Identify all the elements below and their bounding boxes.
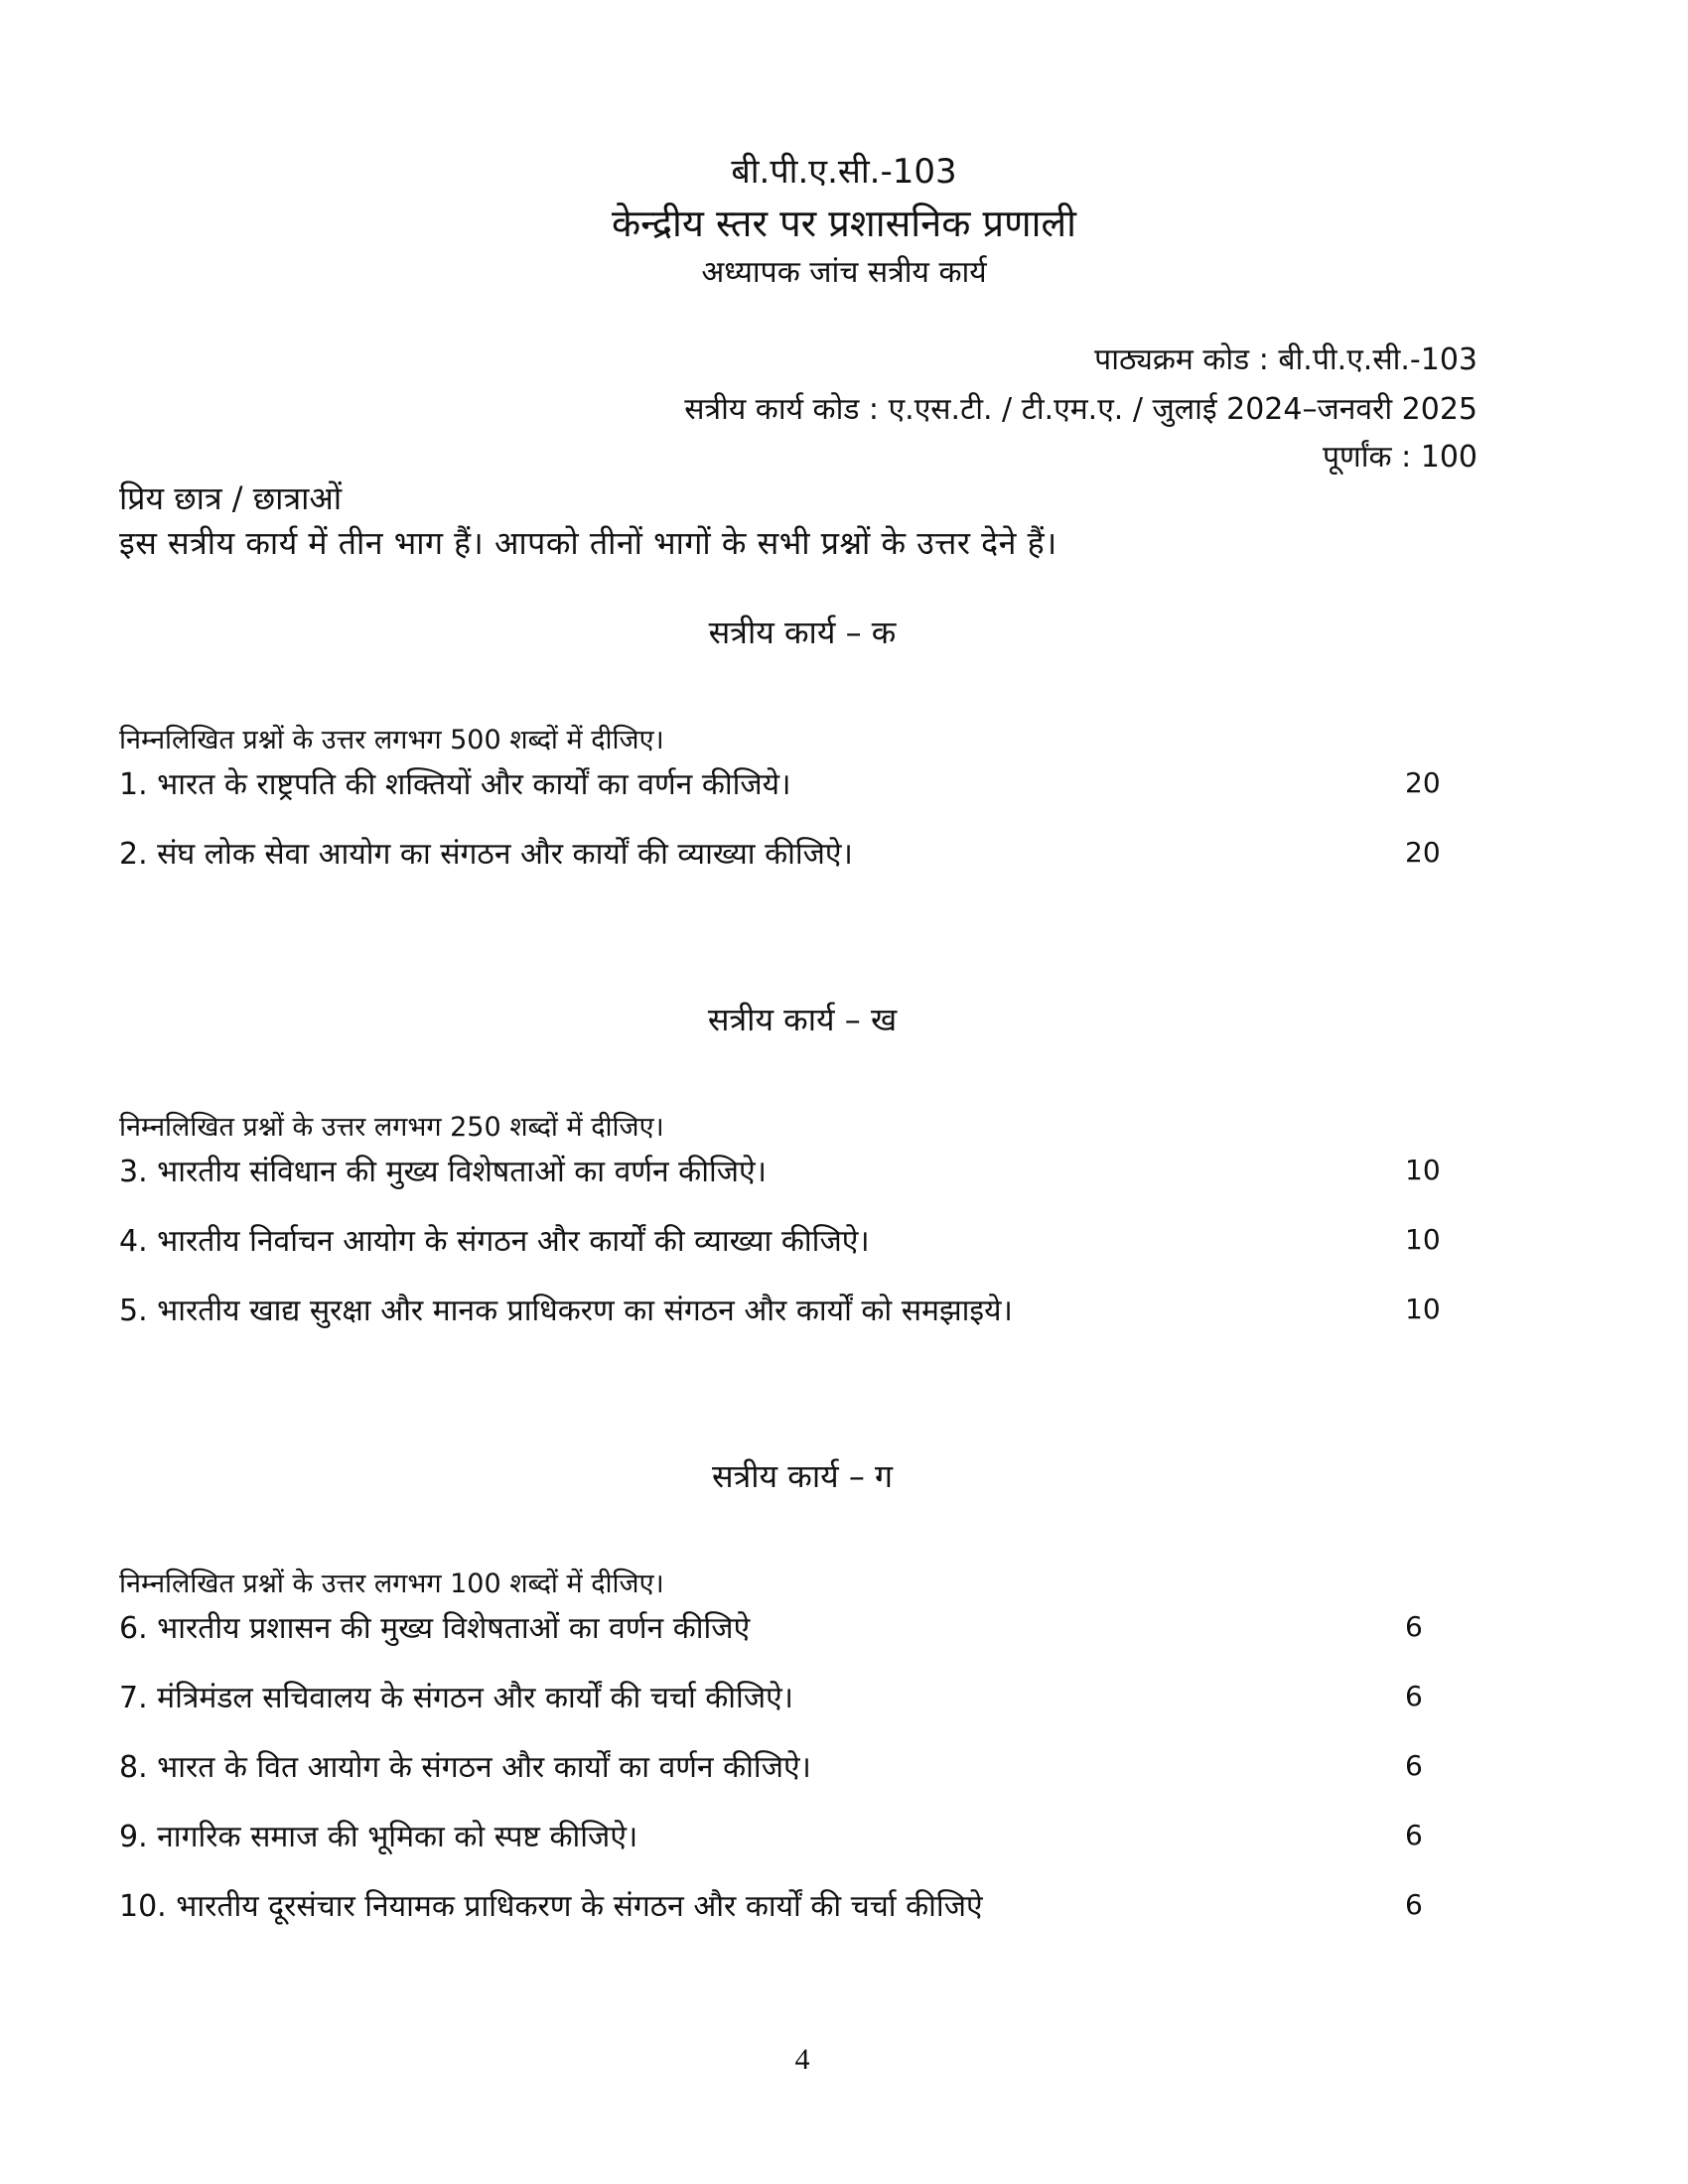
question-text: 9. नागरिक समाज की भूमिका को स्पष्ट कीजिऐ। <box>119 1820 638 1854</box>
course-title: केन्द्रीय स्तर पर प्रशासनिक प्रणाली <box>611 202 1077 245</box>
question-row <box>119 832 1441 882</box>
question-row <box>119 1676 1430 1725</box>
question-marks: 6 <box>1405 1749 1423 1782</box>
question-marks: 6 <box>1405 1610 1423 1643</box>
question-text: 4. भारतीय निर्वाचन आयोग के संगठन और कार्यों की व्याख्या कीजिऐ। <box>119 1224 870 1259</box>
section-title-a: सत्रीय कार्य – क <box>708 614 897 651</box>
question-text: 5. भारतीय खाद्य सुरक्षा और मानक प्राधिकरण का संगठन और कार्यों को समझाइये। <box>119 1294 1013 1328</box>
question-row <box>119 1150 1441 1199</box>
question-text: 7. मंत्रिमंडल सचिवालय के संगठन और कार्यों की चर्चा कीजिऐ। <box>119 1681 794 1715</box>
question-text: 2. संघ लोक सेवा आयोग का संगठन और कार्यों की व्याख्या कीजिऐ। <box>119 837 853 872</box>
section-instruction-b: निम्नलिखित प्रश्नों के उत्तर लगभग 250 शब्दों में दीजिए। <box>119 1112 664 1143</box>
question-row <box>119 1745 1430 1795</box>
max-marks-line: पूर्णांक : 100 <box>1323 440 1477 475</box>
question-text: 8. भारत के वित आयोग के संगठन और कार्यों का वर्णन कीजिऐ। <box>119 1750 811 1785</box>
question-marks: 20 <box>1405 766 1441 799</box>
question-text: 6. भारतीय प्रशासन की मुख्य विशेषताओं का वर्णन कीजिऐ <box>119 1611 751 1646</box>
course-code-line: पाठ्यक्रम कोड : बी.पी.ए.सी.-103 <box>1094 342 1477 377</box>
question-marks: 10 <box>1405 1154 1441 1186</box>
section-title-c: सत्रीय कार्य – ग <box>711 1457 894 1495</box>
question-row <box>119 1219 1441 1269</box>
question-marks: 6 <box>1405 1819 1423 1851</box>
section-instruction-a: निम्नलिखित प्रश्नों के उत्तर लगभग 500 शब्दों में दीजिए। <box>119 725 664 755</box>
question-text: 3. भारतीय संविधान की मुख्य विशेषताओं का वर्णन कीजिऐ। <box>119 1155 767 1189</box>
section-instruction-c: निम्नलिखित प्रश्नों के उत्तर लगभग 100 शब्दों में दीजिए। <box>119 1569 664 1599</box>
question-row <box>119 1884 1430 1934</box>
salutation: प्रिय छात्र / छात्राओं <box>119 479 343 517</box>
question-marks: 6 <box>1405 1680 1423 1712</box>
question-text: 1. भारत के राष्ट्रपति की शक्तियों और कार्यों का वर्णन कीजिये। <box>119 767 791 802</box>
assignment-code-line: सत्रीय कार्य कोड : ए.एस.टी. / टी.एम.ए. / जुलाई 2024–जनवरी 2025 <box>684 392 1477 427</box>
question-marks: 10 <box>1405 1293 1441 1325</box>
course-code-title: बी.पी.ए.सी.-103 <box>731 152 957 192</box>
section-title-b: सत्रीय कार्य – ख <box>707 1001 898 1038</box>
question-row <box>119 1815 1430 1864</box>
question-marks: 6 <box>1405 1888 1423 1921</box>
intro-text: इस सत्रीय कार्य में तीन भाग हैं। आपको तीनों भागों के सभी प्रश्नों के उत्तर देने हैं। <box>119 524 1057 562</box>
page-number: 4 <box>794 2043 810 2076</box>
assignment-type: अध्यापक जांच सत्रीय कार्य <box>701 255 987 290</box>
question-marks: 10 <box>1405 1223 1441 1256</box>
question-row <box>119 1606 1430 1656</box>
question-row <box>119 1289 1441 1338</box>
question-marks: 20 <box>1405 836 1441 869</box>
question-row <box>119 762 1441 812</box>
question-text: 10. भारतीय दूरसंचार नियामक प्राधिकरण के संगठन और कार्यों की चर्चा कीजिऐ <box>119 1889 983 1924</box>
